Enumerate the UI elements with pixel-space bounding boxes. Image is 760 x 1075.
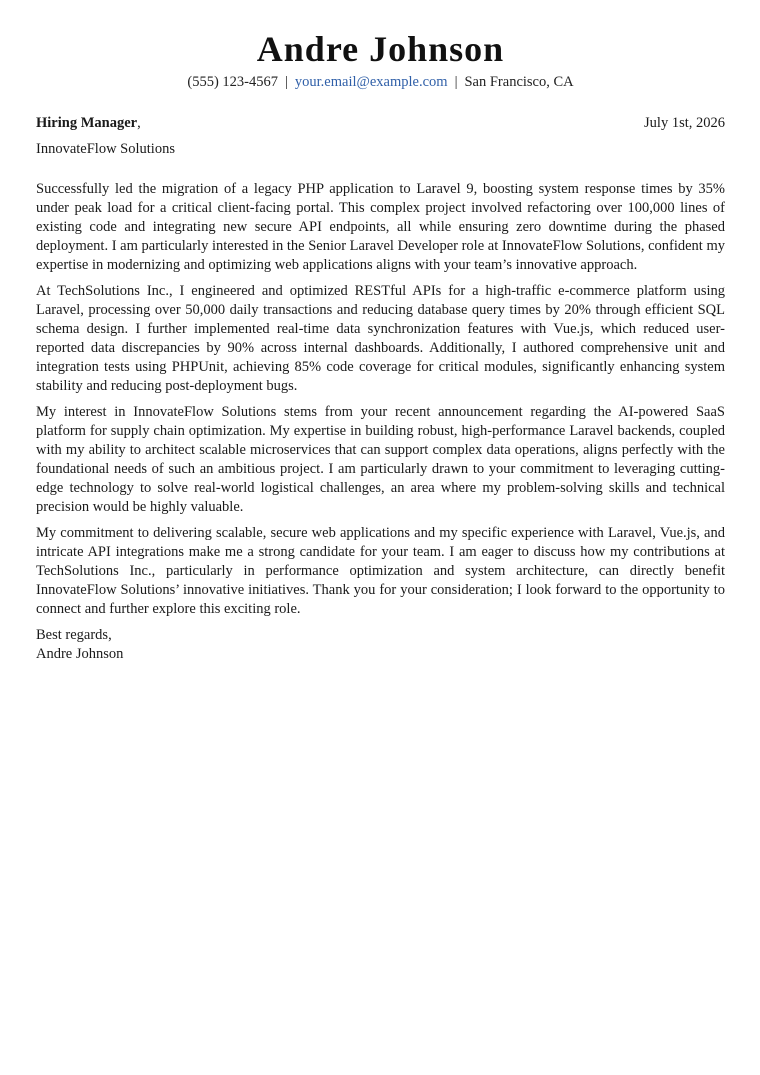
recipient (36, 114, 141, 132)
contact-separator: | (285, 74, 288, 90)
phone-number: (555) 123-4567 (187, 74, 278, 90)
paragraph: Successfully led the migration of a legacy PHP application to Laravel 9, boosting system response times by 35% under peak load for a critical client-facing portal. This complex project involved refactoring over 100,000 lines of existing code and integrating new secure API endpoints, all while ensuring zero downtime during the phased deployment. I am particularly interested in the Senior Laravel Developer role at InnovateFlow Solutions, confident my expertise in modernizing and optimizing web applications aligns with your team’s innovative approach. (36, 181, 725, 273)
paragraph: My interest in InnovateFlow Solutions stems from your recent announcement regarding the AI-powered SaaS platform for supply chain optimization. My expertise in building robust, high-performance Laravel backends, coupled with my ability to architect scalable microservices that can support complex data operations, aligns perfectly with the foundational needs of such an ambitious project. I am particularly drawn to your commitment to leveraging cutting-edge technology to solve real-world logistical challenges, an area where my problem-solving skills and technical precision would be highly valuable. (36, 404, 725, 515)
letter-date: July 1st, 2026 (644, 115, 725, 131)
signature: Andre Johnson (36, 646, 124, 662)
closing: Best regards, (36, 627, 112, 643)
paragraph: My commitment to delivering scalable, secure web applications and my specific experience with Laravel, Vue.js, and intricate API integrations make me a strong candidate for your team. I am eager to discuss how my contributions at TechSolutions Inc., particularly in performance optimization and system architecture, can directly benefit InnovateFlow Solutions’ innovative initiatives. Thank you for your consideration; I look forward to the opportunity to connect and further explore this exciting role. (36, 525, 725, 617)
company-name: InnovateFlow Solutions (36, 141, 175, 157)
paragraph: At TechSolutions Inc., I engineered and optimized RESTful APIs for a high-traffic e-commerce platform using Laravel, processing over 50,000 daily transactions and reducing database query times by 20% through efficient SQL schema design. I further implemented real-time data synchronization features with Vue.js, which reduced user-reported data discrepancies by 90% across internal dashboards. Additionally, I authored comprehensive unit and integration tests using PHPUnit, achieving 85% code coverage for critical modules, significantly enhancing system stability and reducing post-deployment bugs. (36, 283, 725, 394)
letter-body (36, 180, 725, 664)
location: San Francisco, CA (464, 74, 574, 90)
recipient-name: Hiring Manager (36, 115, 138, 131)
applicant-name: Andre Johnson (256, 29, 505, 69)
contact-line (36, 73, 725, 91)
recipient-comma: , (137, 115, 141, 131)
email-link[interactable]: your.email@example.com (294, 74, 448, 90)
contact-separator: | (454, 74, 458, 90)
